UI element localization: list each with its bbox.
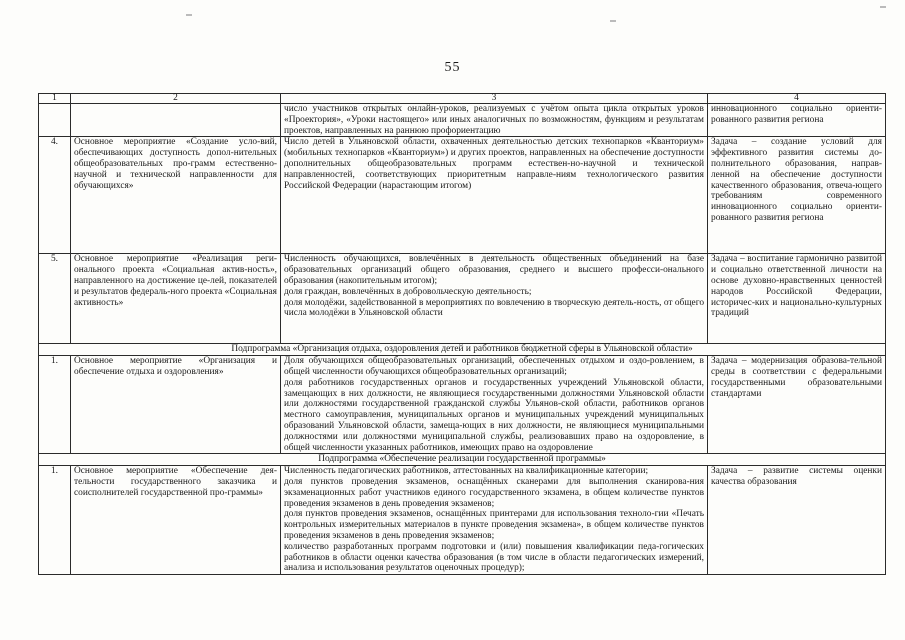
column-header: 3 (281, 94, 708, 104)
indicators-cell: число участников открытых онлайн-уроков, реализуемых с учётом опыта цикла открытых уроков «Проектория», «Уроки настоящего» или иных аналогичных по возможностям, функциям и результатам проектов, направленных на раннюю профориентацию (281, 104, 708, 137)
task-cell: Задача – модернизация образова-тельной среды в соответствии с федеральными государственными образовательными стандартами (708, 356, 886, 454)
row-number (39, 104, 71, 137)
task-cell: Задача – развитие системы оценки качества образования (708, 466, 886, 575)
task-cell: инновационного социально ориенти-рованного развития региона (708, 104, 886, 137)
scan-artifact (610, 20, 616, 22)
table-row (39, 137, 886, 254)
column-header: 4 (708, 94, 886, 104)
table-row (39, 254, 886, 344)
subprogram-heading-row (39, 344, 886, 356)
activity-cell: Основное мероприятие «Создание усло-вий, обеспечивающих доступность допол-нительных общеобразовательных про-грамм естественно-научной и технической направленности для обучающихся» (71, 137, 281, 254)
table-header-row (39, 94, 886, 104)
activity-cell: Основное мероприятие «Организация и обеспечение отдыха и оздоровления» (71, 356, 281, 454)
row-number: 4. (39, 137, 71, 254)
activity-cell: Основное мероприятие «Обеспечение дея-тельности государственного заказчика и соисполнителей государственной про-граммы» (71, 466, 281, 575)
row-number: 1. (39, 466, 71, 575)
subprogram-heading: Подпрограмма «Обеспечение реализации государственной программы» (39, 454, 886, 466)
task-cell: Задача – воспитание гармонично развитой и социально ответственной личности на основе духовно-нравственных ценностей народов Российской Федерации, историчес-ких и национально-культурных традиций (708, 254, 886, 344)
table-row (39, 466, 886, 575)
scan-artifact (880, 6, 886, 8)
page-number: 55 (444, 60, 461, 75)
row-number: 1. (39, 356, 71, 454)
program-table (38, 93, 886, 575)
activity-cell: Основное мероприятие «Реализация реги-онального проекта «Социальная актив-ность», направленного на достижение це-лей, показателей и результатов федераль-ного проекта «Социальная активность» (71, 254, 281, 344)
table-row (39, 356, 886, 454)
scan-artifact (186, 14, 192, 16)
indicators-cell: Численность обучающихся, вовлечённых в деятельность общественных объединений на базе образовательных организаций общего образования, среднего и высшего професси-онального образования (накопительным итогом); доля граждан, вовлечённых в добровольческую деятельность; доля молодёжи, задействованной в мероприятиях по вовлечению в творческую деятель-ность, от общего числа молодёжи в Ульяновской области (281, 254, 708, 344)
subprogram-heading: Подпрограмма «Организация отдыха, оздоровления детей и работников бюджетной сферы в Ульяновской области» (39, 344, 886, 356)
row-number: 5. (39, 254, 71, 344)
column-header: 2 (71, 94, 281, 104)
table-row (39, 104, 886, 137)
column-header: 1 (39, 94, 71, 104)
activity-cell (71, 104, 281, 137)
subprogram-heading-row (39, 454, 886, 466)
indicators-cell: Число детей в Ульяновской области, охваченных деятельностью детских технопарков «Кванториум» (мобильных технопарков «Кванториум») и других проектов, направленных на обеспечение доступности дополнительных общеобразовательных программ естествен-но-научной и технической направленностей, соответствующих приоритетным направле-ниям технологического развития Российской Федерации (нарастающим итогом) (281, 137, 708, 254)
indicators-cell: Численность педагогических работников, аттестованных на квалификационные категории; доля пунктов проведения экзаменов, оснащённых сканерами для выполнения сканирова-ния экзаменационных работ участников единого государственного экзамена, в общем количестве пунктов проведения экзаменов в день проведения экзаменов; доля пунктов проведения экзаменов, оснащённых принтерами для использования техноло-гии «Печать контрольных измерительных материалов в пункте проведения экзамена», в общем количестве пунктов проведения экзаменов в день проведения экзаменов; количество разработанных программ подготовки и (или) повышения квалификации педа-гогических работников в области оценки качества образования (в том числе в области педагогических измерений, анализа и использования результатов оценочных процедур); (281, 466, 708, 575)
indicators-cell: Доля обучающихся общеобразовательных организаций, обеспеченных отдыхом и оздо-ровлением, в общей численности обучающихся общеобразовательных организаций; доля работников государственных органов и государственных учреждений Ульяновской области, замещающих в них должности, не являющиеся государственными должностями Ульяновской области или должностями государственной гражданской службы Ульянов-ской области, работников органов местного самоуправления, муниципальных органов и муниципальных учреждений муниципальных образований Ульяновской области, замеща-ющих в них должности, не являющиеся муниципальными должностями или должностями муниципальной службы, реализовавших право на оздоровление, в общей численности указанных работников, имеющих право на оздоровление (281, 356, 708, 454)
task-cell: Задача – создание условий для эффективного развития системы до-полнительного образования, направ-ленной на обеспечение доступности качественного образования, отвеча-ющего требованиям современного инновационного социально ориенти-рованного развития региона (708, 137, 886, 254)
